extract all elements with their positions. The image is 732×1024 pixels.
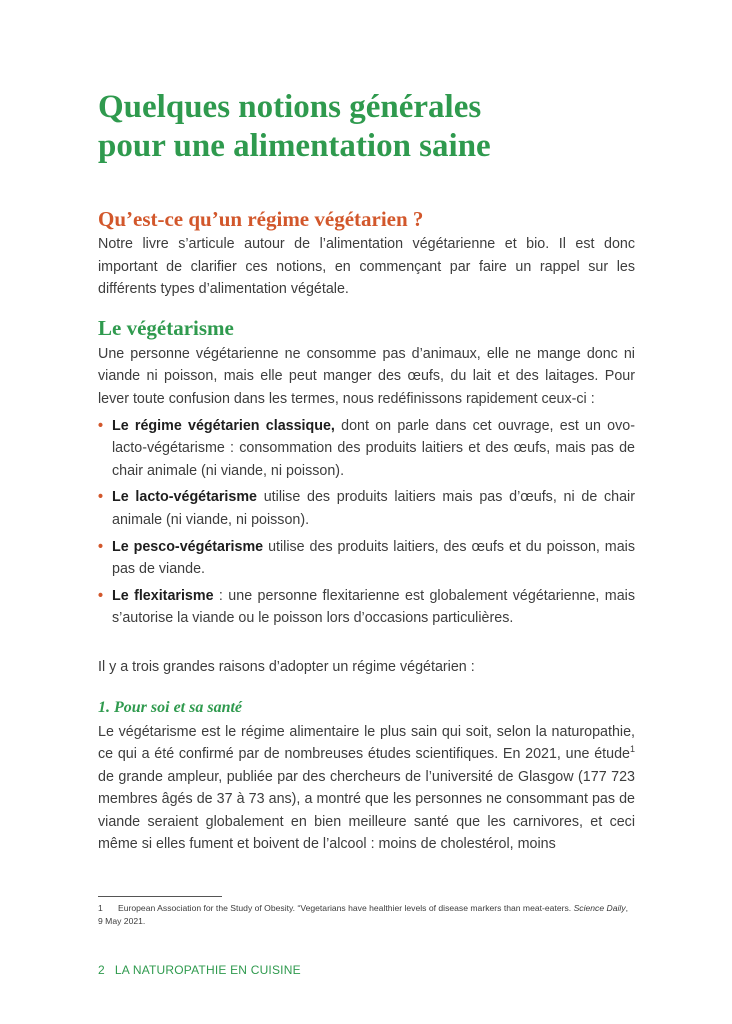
reason1-title: 1. Pour soi et sa santé <box>98 698 243 716</box>
bullet-icon: • <box>98 489 104 506</box>
list-item-term: Le flexitarisme <box>112 587 214 604</box>
page-footer <box>98 963 301 977</box>
list-item-term: Le pesco-végétarisme <box>112 538 264 555</box>
list-item-term: Le régime végétarien classique, <box>112 417 335 434</box>
bullet-icon: • <box>98 417 104 434</box>
section-title: Qu’est-ce qu’un régime végétarien ? <box>98 207 424 231</box>
footnote-ref[interactable]: 1 <box>629 744 635 755</box>
running-title: LA NATUROPATHIE EN CUISINE <box>114 963 301 977</box>
list-item <box>98 585 635 630</box>
footnote-number: 1 <box>98 903 103 913</box>
vegetarisme-paragraph: Une personne végétarienne ne consomme pas d’animaux, elle ne mange donc ni viande ni poisson, mais elle peut manger des œufs, du lait et des laitages. Pour lever toute confusion dans les termes, nous redéfinissons rapidement ceux-ci : <box>98 345 635 407</box>
diet-types-list <box>98 415 635 630</box>
section-intro: Notre livre s’articule autour de l’alimentation végétarienne et bio. Il est donc important de clarifier ces notions, en commençant par faire un rappel sur les différents types d’alimentation végétale. <box>98 236 635 298</box>
reasons-intro: Il y a trois grandes raisons d’adopter un régime végétarien : <box>98 658 475 675</box>
chapter-title-line2: pour une alimentation saine <box>98 128 491 164</box>
page-number: 2 <box>98 963 105 977</box>
footnote-text-b: , 9 May 2021. <box>98 903 629 926</box>
footnote-divider <box>98 896 222 897</box>
bullet-icon: • <box>98 587 104 604</box>
chapter-title <box>98 88 635 166</box>
page-content <box>98 88 635 856</box>
footnote <box>98 902 635 928</box>
list-item <box>98 536 635 581</box>
reason1-paragraph <box>98 721 635 857</box>
list-item-text: dont on parle dans cet ouvrage, est un ovo-lacto-végétarisme : consommation des produits laitiers et des œufs, mais pas de chair animale (ni viande, ni poisson). <box>112 417 635 479</box>
footnote-text-a: European Association for the Study of Obesity. “Vegetarians have healthier levels of disease markers than meat-eaters. <box>118 903 574 913</box>
list-item <box>98 486 635 531</box>
vegetarisme-title: Le végétarisme <box>98 315 234 340</box>
list-item-term: Le lacto-végétarisme <box>112 489 257 506</box>
reason1-text-b: de grande ampleur, publiée par des chercheurs de l’université de Glasgow (177 723 membres âgés de 37 à 73 ans), a montré que les personnes ne consommant pas de viande seraient globalement en bien meilleure santé que les carnivores, et ceci même si elles fument et boivent de l’alcool : moins de cholestérol, moins <box>98 768 635 853</box>
reason1-text-a: Le végétarisme est le régime alimentaire le plus sain qui soit, selon la naturopathie, ce qui a été confirmé par de nombreuses études scientifiques. En 2021, une étude <box>98 723 635 763</box>
list-item-text: : une personne flexitarienne est globalement végétarienne, mais s’autorise la viande ou le poisson lors d’occasions particulières. <box>112 587 635 627</box>
list-item-text: utilise des produits laitiers mais pas d’œufs, ni de chair animale (ni viande, ni poisson). <box>112 489 635 528</box>
list-item-text: utilise des produits laitiers, des œufs et du poisson, mais pas de viande. <box>112 538 635 578</box>
footnote-source: Science Daily <box>573 903 626 913</box>
list-item <box>98 415 635 483</box>
bullet-icon: • <box>98 538 104 555</box>
chapter-title-line1: Quelques notions générales <box>98 89 482 125</box>
